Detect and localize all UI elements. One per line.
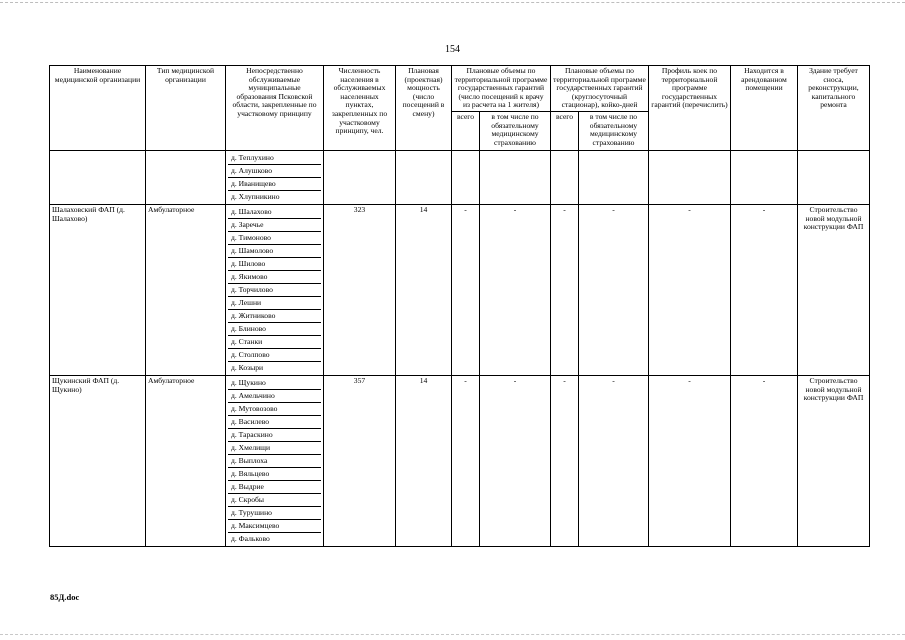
settlement-item: д. Максимцево — [228, 520, 321, 533]
settlement-item: д. Вяльцево — [228, 468, 321, 481]
header-row — [50, 66, 870, 112]
rented-value: - — [731, 204, 798, 375]
settlement-item: д. Шилово — [228, 258, 321, 271]
settlement-list — [226, 375, 324, 546]
settlement-item: д. Иванищево — [228, 178, 321, 191]
header-rented: Находится в арендованном помещении — [731, 66, 798, 151]
settlement-item: д. Столпово — [228, 349, 321, 362]
settlement-item: д. Теплухино — [228, 152, 321, 165]
settlement-item: д. Станки — [228, 336, 321, 349]
settlement-item: д. Фальково — [231, 533, 270, 543]
beds-value: - — [649, 204, 731, 375]
settlement-item: д. Амельчино — [228, 390, 321, 403]
settlement-item: д. Василево — [228, 416, 321, 429]
outpatient-oms-value: - — [480, 204, 551, 375]
settlement-item: д. Якимово — [228, 271, 321, 284]
repair-value: Строительство новой модульной конструкции ФАП — [798, 204, 870, 375]
page-number: 154 — [445, 44, 460, 55]
settlement-item: д. Тараскино — [228, 429, 321, 442]
settlement-item: д. Житниково — [228, 310, 321, 323]
subheader-in-total: всего — [551, 111, 579, 150]
settlement-item: д. Шалахово — [228, 206, 321, 219]
org-type: Амбулаторное — [146, 375, 226, 546]
settlement-item: д. Щукино — [228, 377, 321, 390]
settlement-item: д. Заречье — [228, 219, 321, 232]
header-inpatient: Плановые объемы по территориальной программе государственных гарантий (круглосуточный стационар), койко-дней — [551, 66, 649, 112]
settlement-list — [226, 204, 324, 375]
settlement-item: д. Выплоха — [228, 455, 321, 468]
subheader-in-oms: в том числе по обязательному медицинскому страхованию — [579, 111, 649, 150]
repair-value: Строительство новой модульной конструкции ФАП — [798, 375, 870, 546]
population-value: 357 — [324, 375, 396, 546]
header-type: Тип медицинской организации — [146, 66, 226, 151]
settlement-list — [226, 150, 324, 204]
settlement-item: д. Выдрие — [228, 481, 321, 494]
capacity-value: 14 — [396, 375, 452, 546]
settlement-item: д. Козыри — [231, 362, 264, 372]
settlement-item: д. Торчилово — [228, 284, 321, 297]
settlement-item: д. Шамолово — [228, 245, 321, 258]
settlement-item: д. Хмелищи — [228, 442, 321, 455]
settlement-item: д. Турушино — [228, 507, 321, 520]
header-name: Наименование медицинской организации — [50, 66, 146, 151]
header-capacity: Плановая (проектная) мощность (число посещений в смену) — [396, 66, 452, 151]
beds-value: - — [649, 375, 731, 546]
settlement-item: д. Лешни — [228, 297, 321, 310]
rented-value: - — [731, 375, 798, 546]
settlement-item: д. Мутовозово — [228, 403, 321, 416]
inpatient-total-value: - — [551, 375, 579, 546]
outpatient-total-value: - — [452, 375, 480, 546]
settlement-item: д. Скробы — [228, 494, 321, 507]
scan-edge-top — [0, 2, 905, 3]
settlement-item: д. Алушково — [228, 165, 321, 178]
outpatient-oms-value: - — [480, 375, 551, 546]
org-type: Амбулаторное — [146, 204, 226, 375]
org-name: Щукинский ФАП (д. Щукино) — [50, 375, 146, 546]
scan-edge-bottom — [0, 634, 905, 635]
facilities-table — [49, 65, 870, 547]
header-outpatient: Плановые объемы по территориальной программе государственных гарантий (число посещений к врачу из расчета на 1 жителя) — [452, 66, 551, 112]
subheader-out-total: всего — [452, 111, 480, 150]
settlement-item: д. Хлупникино — [231, 191, 280, 201]
capacity-value: 14 — [396, 204, 452, 375]
document-filename: 85Д.doc — [50, 592, 80, 602]
inpatient-oms-value: - — [579, 204, 649, 375]
settlement-item: д. Блиново — [228, 323, 321, 336]
inpatient-total-value: - — [551, 204, 579, 375]
header-settlements: Непосредственно обслуживаемые муниципальные образования Псковской области, закрепленные по участковому принципу — [226, 66, 324, 151]
org-name: Шалаховский ФАП (д. Шалахово) — [50, 204, 146, 375]
inpatient-oms-value: - — [579, 375, 649, 546]
table-row — [50, 204, 870, 375]
subheader-out-oms: в том числе по обязательному медицинскому страхованию — [480, 111, 551, 150]
population-value: 323 — [324, 204, 396, 375]
outpatient-total-value: - — [452, 204, 480, 375]
header-repair: Здание требует сноса, реконструкции, капитального ремонта — [798, 66, 870, 151]
settlement-item: д. Тимоново — [228, 232, 321, 245]
table-row — [50, 375, 870, 546]
header-beds: Профиль коек по территориальной программе государственных гарантий (перечислить) — [649, 66, 731, 151]
header-population: Численность населения в обслуживаемых населенных пунктах, закрепленных по участковому принципу, чел. — [324, 66, 396, 151]
continuation-row — [50, 150, 870, 204]
